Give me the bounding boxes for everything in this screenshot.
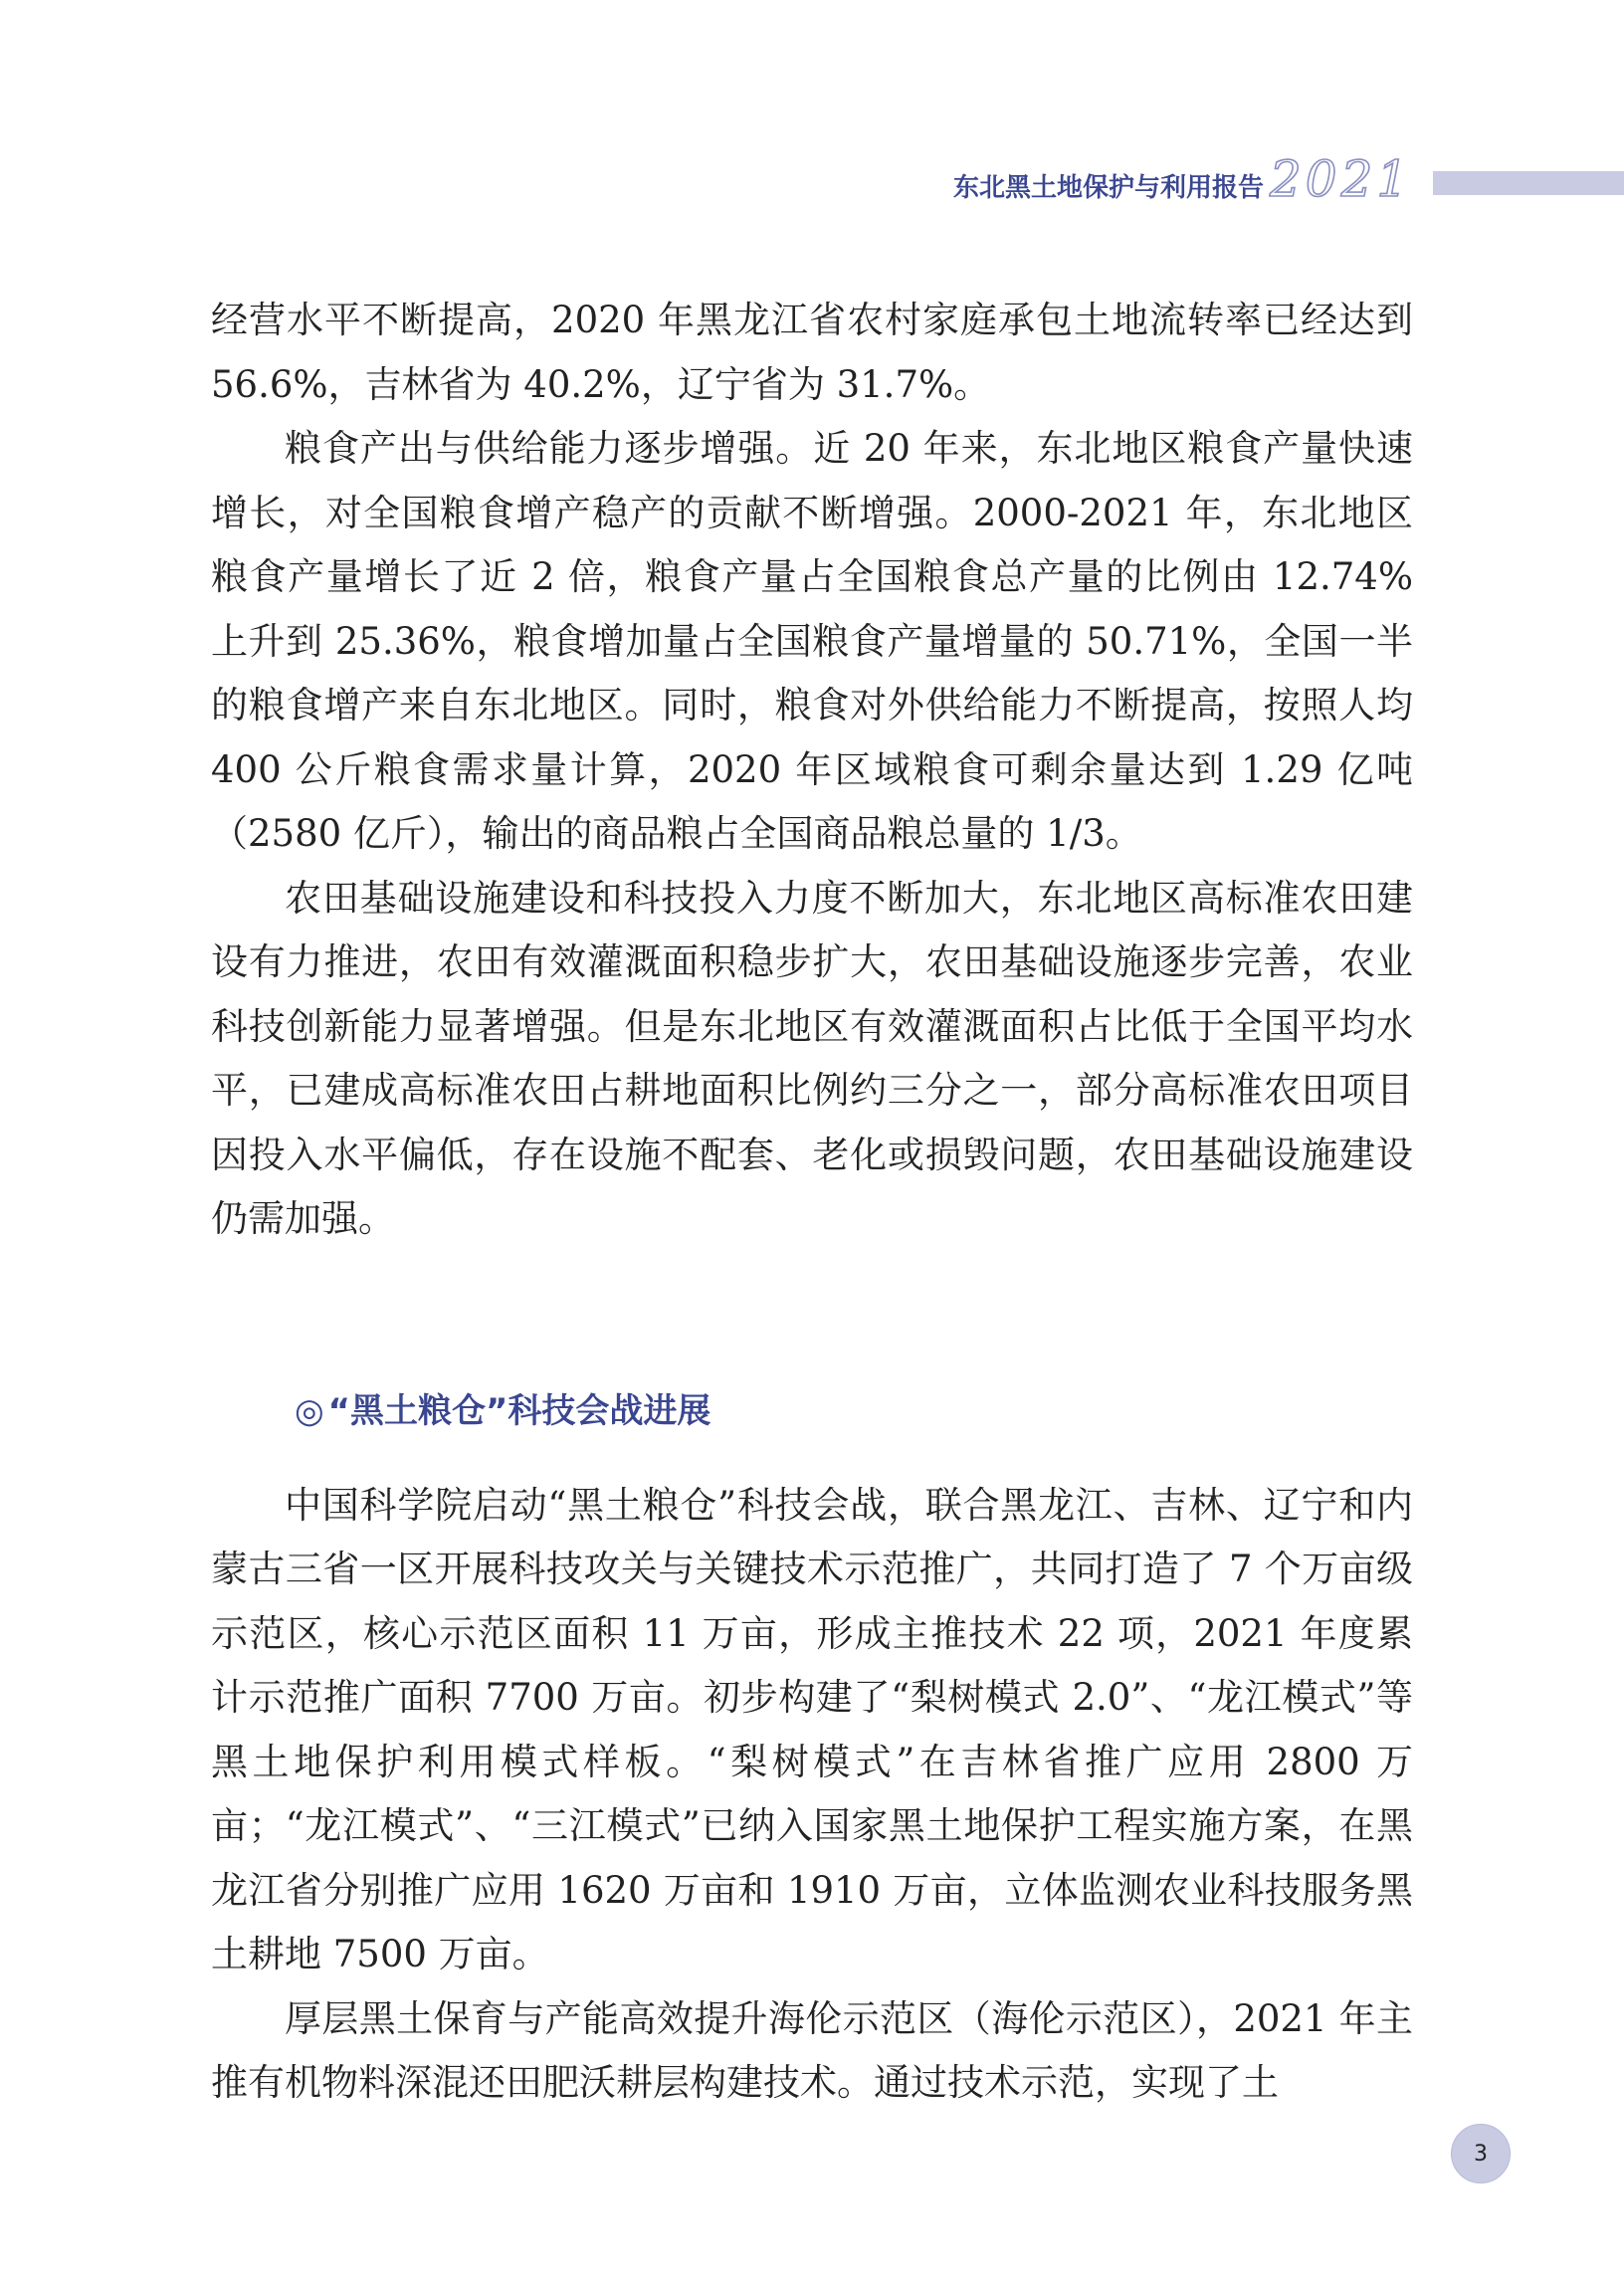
report-title: 东北黑土地保护与利用报告: [952, 173, 1264, 203]
page-number-badge: [1451, 2124, 1511, 2183]
page-body: [211, 289, 1413, 2116]
paragraph-farmland-infrastructure: 农田基础设施建设和科技投入力度不断加大，东北地区高标准农田建设有力推进，农田有效灌溉面积稳步扩大，农田基础设施逐步完善，农业科技创新能力显著增强。但是东北地区有效灌溉面积占比低于全国平均水平，已建成高标准农田占耕地面积比例约三分之一，部分高标准农田项目因投入水平偏低，存在设施不配套、老化或损毁问题，农田基础设施建设仍需加强。: [211, 876, 1413, 1240]
section-heading: [295, 1386, 1413, 1436]
header-accent-bar: [1433, 171, 1624, 195]
page-number: 3: [1474, 2141, 1488, 2167]
section-heading-text: “黑土粮仓”科技会战进展: [327, 1390, 711, 1431]
running-header: [0, 149, 1624, 209]
paragraph-hailun-demo: 厚层黑土保育与产能高效提升海伦示范区（海伦示范区），2021 年主推有机物料深混还田肥沃耕层构建技术。通过技术示范，实现了土: [211, 1996, 1413, 2104]
report-year: 2021: [1270, 150, 1413, 208]
paragraph-continued: 经营水平不断提高，2020 年黑龙江省农村家庭承包土地流转率已经达到 56.6%，吉林省为 40.2%，辽宁省为 31.7%。: [211, 299, 1413, 406]
section-marker-icon: ◎: [295, 1390, 324, 1431]
paragraph-grain-output: 粮食产出与供给能力逐步增强。近 20 年来，东北地区粮食产量快速增长，对全国粮食增产稳产的贡献不断增强。2000-2021 年，东北地区粮食产量增长了近 2 倍，粮食产量占全国粮食总产量的比例由 12.74% 上升到 25.36%，粮食增加量占全国粮食产量增量的 50.71%，全国一半的粮食增产来自东北地区。同时，粮食对外供给能力不断提高，按照人均 400 公斤粮食需求量计算，2020 年区域粮食可剩余量达到 1.29 亿吨（2580 亿斤），输出的商品粮占全国商品粮总量的 1/3。: [211, 427, 1413, 855]
paragraph-cas-campaign: 中国科学院启动“黑土粮仓”科技会战，联合黑龙江、吉林、辽宁和内蒙古三省一区开展科技攻关与关键技术示范推广，共同打造了 7 个万亩级示范区，核心示范区面积 11 万亩，形成主推技术 22 项，2021 年度累计示范推广面积 7700 万亩。初步构建了“梨树模式 2.0”、“龙江模式”等黑土地保护利用模式样板。“梨树模式”在吉林省推广应用 2800 万亩；“龙江模式”、“三江模式”已纳入国家黑土地保护工程实施方案，在黑龙江省分别推广应用 1620 万亩和 1910 万亩，立体监测农业科技服务黑土耕地 7500 万亩。: [211, 1483, 1413, 1975]
